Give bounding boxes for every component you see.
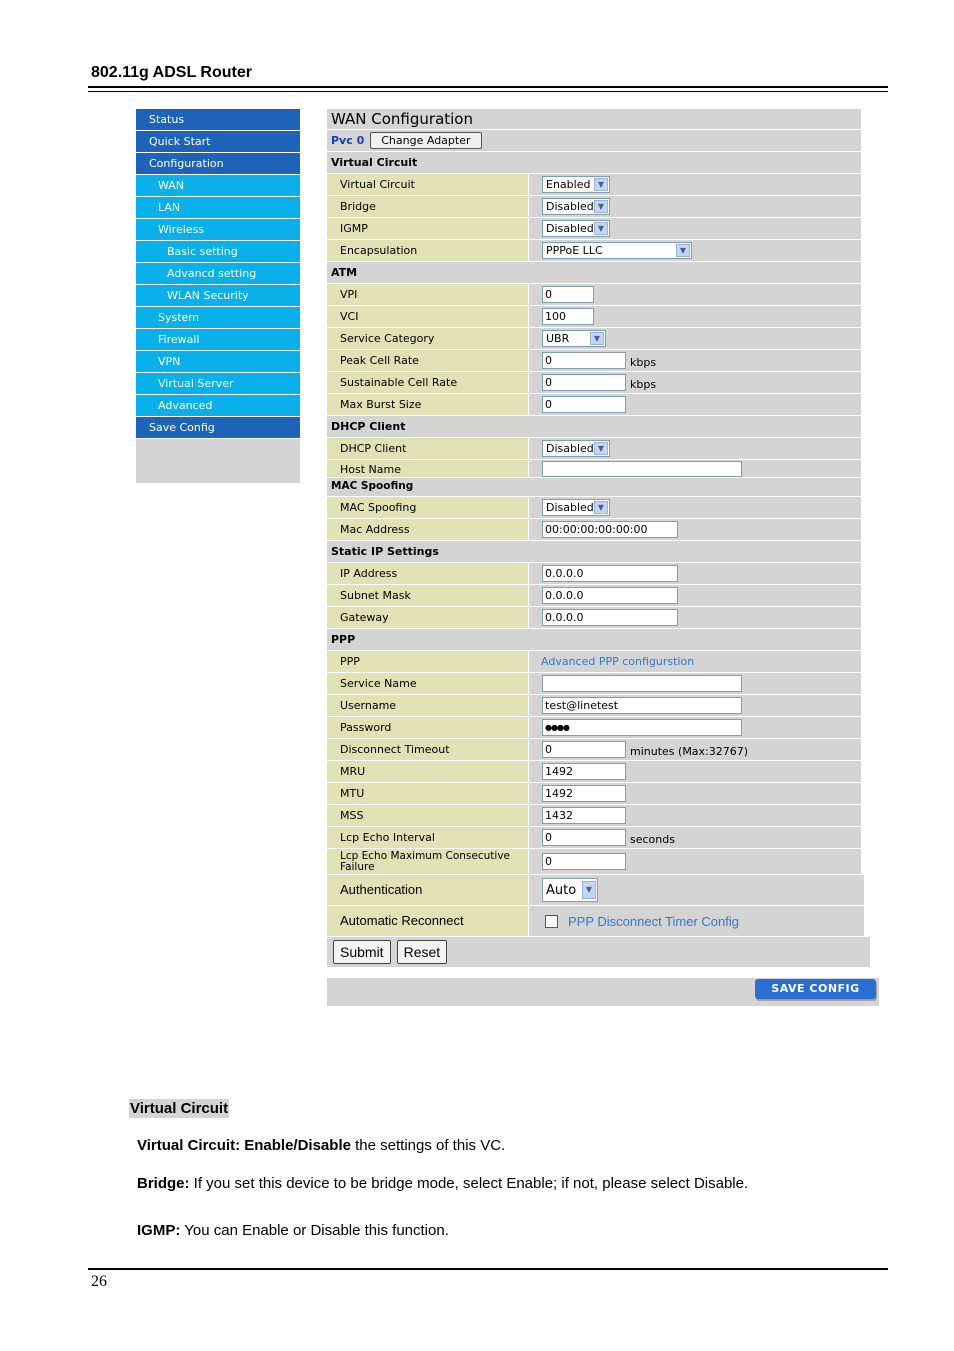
service-category-label: Service Category [327,328,529,349]
section-virtual-circuit: Virtual Circuit [327,152,861,174]
mru-input[interactable]: 1492 [542,763,626,780]
sidebar-item-configuration[interactable]: Configuration [136,153,300,175]
sidebar-item-wan[interactable]: WAN [136,175,300,197]
mtu-row [327,783,861,805]
service-name-row [327,673,861,695]
mss-input[interactable]: 1432 [542,807,626,824]
section-ppp: PPP [327,629,861,651]
page-title: WAN Configuration [327,109,861,130]
ip-address-label: IP Address [327,563,529,584]
automatic-reconnect-label: Automatic Reconnect [327,906,529,936]
lcp-echo-interval-unit: seconds [630,833,675,846]
bridge-row [327,196,861,218]
peak-cell-rate-label: Peak Cell Rate [327,350,529,371]
sidebar-item-status[interactable]: Status [136,109,300,131]
lcp-echo-max-input[interactable]: 0 [542,853,626,870]
peak-cell-rate-row [327,350,861,372]
encapsulation-row [327,240,861,262]
sidebar-item-wlan-security[interactable]: WLAN Security [136,285,300,307]
dhcp-client-row [327,438,861,460]
virtual-circuit-row [327,174,861,196]
vci-input[interactable]: 100 [542,308,594,325]
disconnect-timeout-input[interactable]: 0 [542,741,626,758]
sidebar-item-basic-setting[interactable]: Basic setting [136,241,300,263]
mac-address-input[interactable]: 00:00:00:00:00:00 [542,521,678,538]
document-header: 802.11g ADSL Router [91,64,252,81]
mru-label: MRU [327,761,529,782]
submit-button[interactable]: Submit [333,940,391,964]
footer-rule [88,1268,888,1270]
chevron-down-icon: ▼ [594,501,608,514]
header-rule-thin [88,91,888,92]
mac-spoofing-row [327,497,861,519]
username-input[interactable]: test@linetest [542,697,742,714]
automatic-reconnect-checkbox[interactable] [545,915,558,928]
mss-label: MSS [327,805,529,826]
advanced-ppp-link[interactable]: Advanced PPP configurstion [541,655,695,668]
sustainable-cell-rate-label: Sustainable Cell Rate [327,372,529,393]
virtual-circuit-select[interactable]: Enabled ▼ [542,176,610,193]
subnet-mask-input[interactable]: 0.0.0.0 [542,587,678,604]
max-burst-size-label: Max Burst Size [327,394,529,415]
authentication-label: Authentication [327,875,529,905]
save-config-bar [327,978,879,1006]
service-category-row [327,328,861,350]
bridge-select[interactable]: Disabled ▼ [542,198,610,215]
service-name-label: Service Name [327,673,529,694]
disconnect-timeout-unit: minutes (Max:32767) [630,745,749,758]
sidebar-item-quick-start[interactable]: Quick Start [136,131,300,153]
sidebar-item-system[interactable]: System [136,307,300,329]
mac-spoofing-label: MAC Spoofing [327,497,529,518]
chevron-down-icon: ▼ [590,332,604,345]
vpi-label: VPI [327,284,529,305]
ppp-disconnect-timer-link[interactable]: PPP Disconnect Timer Config [568,913,739,929]
ip-address-row [327,563,861,585]
sidebar-nav [136,109,300,483]
chevron-down-icon: ▼ [594,442,608,455]
dhcp-client-label: DHCP Client [327,438,529,459]
service-category-select[interactable]: UBR ▼ [542,330,606,347]
username-label: Username [327,695,529,716]
gateway-label: Gateway [327,607,529,628]
ppp-label: PPP [327,651,529,672]
pvc-row [327,130,861,152]
sidebar-item-lan[interactable]: LAN [136,197,300,219]
section-heading-virtual-circuit: Virtual Circuit [130,1100,229,1117]
disconnect-timeout-label: Disconnect Timeout [327,739,529,760]
password-input[interactable]: ●●●● [542,719,742,736]
host-name-input[interactable] [542,461,742,477]
mac-spoofing-select[interactable]: Disabled ▼ [542,499,610,516]
sidebar-item-save-config[interactable]: Save Config [136,417,300,439]
lcp-echo-interval-input[interactable]: 0 [542,829,626,846]
mtu-label: MTU [327,783,529,804]
bridge-label: Bridge [327,196,529,217]
gateway-row [327,607,861,629]
chevron-down-icon: ▼ [594,178,608,191]
vci-row [327,306,861,328]
save-config-button[interactable]: SAVE CONFIG [755,979,876,999]
peak-cell-rate-input[interactable]: 0 [542,352,626,369]
section-mac-spoofing: MAC Spoofing [327,478,861,497]
sidebar-item-virtual-server[interactable]: Virtual Server [136,373,300,395]
host-name-label: Host Name [327,460,529,477]
encapsulation-select[interactable]: PPPoE LLC ▼ [542,242,692,259]
wan-configuration-panel [327,109,861,967]
sustainable-cell-rate-row [327,372,861,394]
dhcp-client-select[interactable]: Disabled ▼ [542,440,610,457]
header-rule [88,86,888,88]
change-adapter-button[interactable]: Change Adapter [370,132,481,149]
sidebar-item-advanced-setting[interactable]: Advancd setting [136,263,300,285]
igmp-row [327,218,861,240]
lcp-echo-max-row [327,849,861,875]
chevron-down-icon: ▼ [676,244,690,257]
paragraph-bridge: Bridge: If you set this device to be bridge mode, select Enable; if not, please select Disable. [137,1175,749,1192]
password-label: Password [327,717,529,738]
paragraph-igmp: IGMP: You can Enable or Disable this function. [137,1222,449,1239]
peak-cell-rate-unit: kbps [630,356,657,369]
mtu-input[interactable]: 1492 [542,785,626,802]
host-name-row [327,460,861,478]
paragraph-virtual-circuit: Virtual Circuit: Enable/Disable the settings of this VC. [137,1137,506,1154]
password-row [327,717,861,739]
automatic-reconnect-row [327,906,864,937]
max-burst-size-input[interactable]: 0 [542,396,626,413]
sidebar-item-firewall[interactable]: Firewall [136,329,300,351]
lcp-echo-interval-row [327,827,861,849]
disconnect-timeout-row [327,739,861,761]
mac-address-row [327,519,861,541]
lcp-echo-interval-label: Lcp Echo Interval [327,827,529,848]
chevron-down-icon: ▼ [582,881,596,899]
service-name-input[interactable] [542,675,742,692]
section-atm: ATM [327,262,861,284]
max-burst-size-row [327,394,861,416]
vpi-input[interactable]: 0 [542,286,594,303]
mac-address-label: Mac Address [327,519,529,540]
ppp-row [327,651,861,673]
sustainable-cell-rate-input[interactable]: 0 [542,374,626,391]
gateway-input[interactable]: 0.0.0.0 [542,609,678,626]
chevron-down-icon: ▼ [594,200,608,213]
username-row [327,695,861,717]
subnet-mask-label: Subnet Mask [327,585,529,606]
virtual-circuit-label: Virtual Circuit [327,174,529,195]
igmp-select[interactable]: Disabled ▼ [542,220,610,237]
mss-row [327,805,861,827]
lcp-echo-max-label: Lcp Echo Maximum Consecutive Failure [327,849,529,874]
section-static-ip: Static IP Settings [327,541,861,563]
vpi-row [327,284,861,306]
authentication-select[interactable]: Auto ▼ [542,878,598,902]
ip-address-input[interactable]: 0.0.0.0 [542,565,678,582]
sidebar-item-advanced[interactable]: Advanced [136,395,300,417]
sustainable-cell-rate-unit: kbps [630,378,657,391]
reset-button[interactable]: Reset [397,940,448,964]
subnet-mask-row [327,585,861,607]
chevron-down-icon: ▼ [594,222,608,235]
encapsulation-label: Encapsulation [327,240,529,261]
page-number: 26 [91,1273,107,1290]
authentication-row [327,875,864,906]
vci-label: VCI [327,306,529,327]
pvc-label: Pvc 0 [331,134,365,147]
mru-row [327,761,861,783]
section-dhcp-client: DHCP Client [327,416,861,438]
sidebar-item-vpn[interactable]: VPN [136,351,300,373]
igmp-label: IGMP [327,218,529,239]
form-buttons [327,937,870,967]
sidebar-item-wireless[interactable]: Wireless [136,219,300,241]
